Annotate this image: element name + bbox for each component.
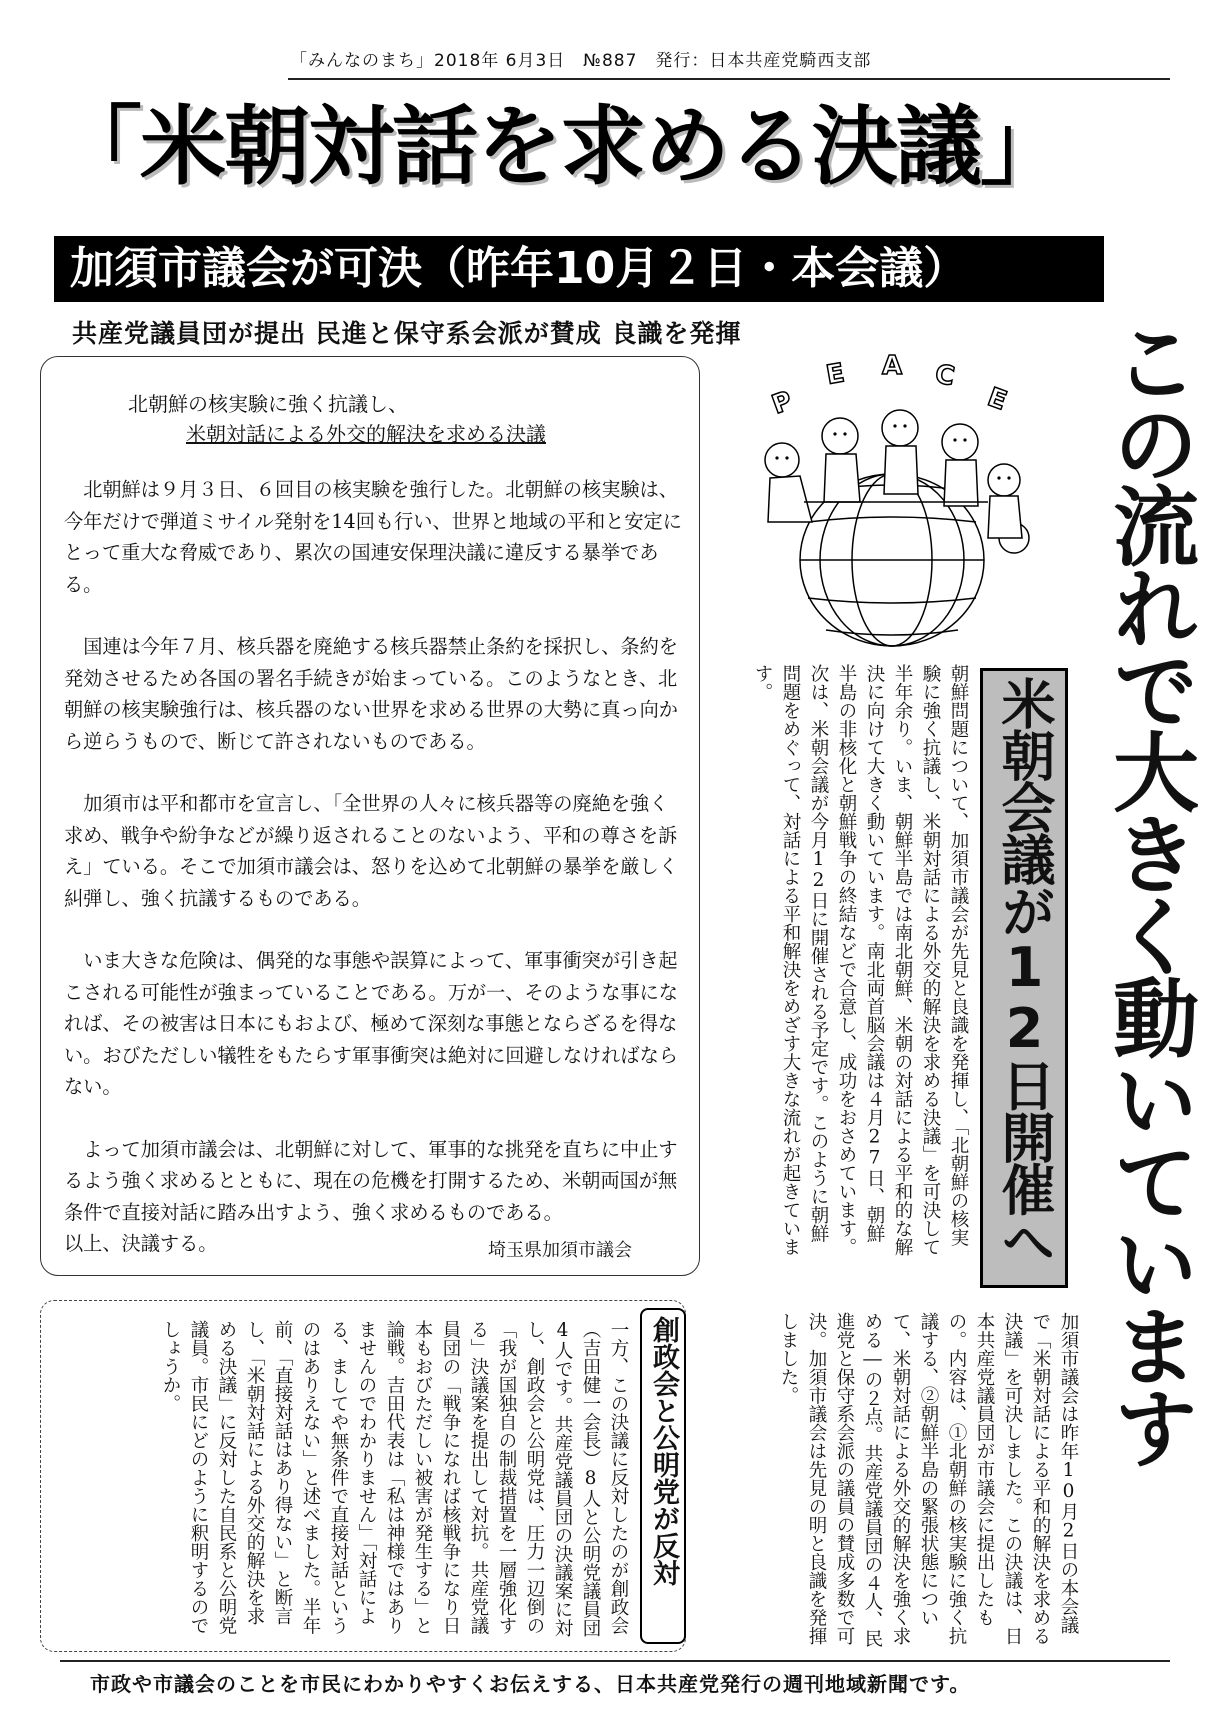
peace-letter: E [983,382,1011,417]
resolution-paragraph: よって加須市議会は、北朝鮮に対して、軍事的な挑発を直ちに中止するよう強く求めるとともに、現在の危機を打開するため、米朝両国が無条件で直接対話に踏み出すよう、強く求めるものである。 以上、決議する。 [64,1137,678,1255]
article-resolution-passed: 加須市議会は昨年10月2日の本会議で「米朝対話による平和的解決を求める決議」を可決しました。この決議は、日本共産党議員団が市議会に提出したもの。内容は、①北朝鮮の核実験に強く抗議する、②朝鮮半島の緊張状態について、米朝対話による外交的解決を強く求める―の２点。共産党議員団の４人、民進党と保守系会派の議員の賛成多数で可決。加須市議会は先見の明と良識を発揮しました。 [778,1312,1079,1648]
child-icon [765,443,799,477]
resolution-paragraph: 加須市は平和都市を宣言し、「全世界の人々に核兵器等の廃絶を強く求め、戦争や紛争などが繰り返されることのないよう、平和の尊さを訴え」ている。そこで加須市議会は、怒りを込めて北朝鮮の暴挙を厳しく糾弾し、強く抗議するものである。 [64,792,678,910]
vertical-headline: この流れで大きく動いています [1098,318,1198,1466]
opposition-article: 一方、この決議に反対したのが創政会（吉田健一会長）8人と公明党議員団4人です。共産党議員団の決議案に対し、創政会と公明党は、圧力一辺倒の「我が国独自の制裁措置を一層強化する」決議案を提出して対抗。共産党議員団の「戦争になれば核戦争になり日本もおびただしい被害が発生する」と論戦。吉田代表は「私は神様ではありませんのでわかりません」「対話による、ましてや無条件で直接対話というのはありえない」と述べました。半年前、「直接対話はあり得ない」と断言し、「米朝対話による外交的解決を求める決議」に反対した自民系と公明党議員。市民にどのように釈明するのでしょうか。 [160,1320,629,1637]
footer: 市政や市議会のことを市民にわかりやすくお伝えする、日本共産党発行の週刊地域新聞です。 [90,1672,971,1696]
peace-letter: C [932,359,957,393]
child-icon [822,418,858,454]
peace-letters [768,352,1010,421]
masthead-divider [288,78,1170,80]
peace-letter: A [882,352,903,381]
peace-letter: E [824,358,847,391]
peace-globe-illustration [742,352,1042,652]
footer-divider [60,1660,1170,1662]
tagline: 共産党議員団が提出 民進と保守系会派が賛成 良識を発揮 [72,319,742,348]
resolution-paragraph: 国連は今年７月、核兵器を廃絶する核兵器禁止条約を採択し、条約を発効させるため各国の署名手続きが始まっている。このようなとき、北朝鮮の核実験強行は、核兵器のない世界を求める世界の大勢に真っ向から逆らうもので、断じて許されないものである。 [64,635,678,753]
resolution-signature: 埼玉県加須市議会 [488,1240,632,1261]
child-icon [882,410,918,446]
masthead: 「みんなのまち」2018年 6月3日 №887 発行：日本共産党騎西支部 [290,51,872,71]
subheadline-bar: 加須市議会が可決（昨年10月２日・本会議） [54,236,1104,302]
resolution-paragraph: 北朝鮮は９月３日、６回目の核実験を強行した。北朝鮮の核実験は、今年だけで弾道ミサイル発射を14回も行い、世界と地域の平和と安定にとって重大な脅威であり、累次の国連安保理決議に違反する暴挙である。 [64,478,682,596]
resolution-body [64,474,686,1291]
meeting-headline: 米朝会議が12日開催へ [993,676,1056,1266]
headline: 「米朝対話を求める決議」 [56,97,1064,197]
resolution-title-line2: 米朝対話による外交的解決を求める決議 [186,422,546,446]
article-korea-dialogue: 朝鮮問題について、加須市議会が先見と良識を発揮し、「北朝鮮の核実験に強く抗議し、米朝対話による外交的解決を求める決議」を可決して半年余り。いま、朝鮮半島では南北朝鮮、米朝の対話による平和的な解決に向けて大きく動いています。南北両首脳会議は４月27日、朝鮮半島の非核化と朝鮮戦争の終結などで合意し、成功をおさめています。次は、米朝会議が今月12日に開催される予定です。このように朝鮮問題をめぐって、対話による平和解決をめざす大きな流れが起きています。 [752,664,969,1256]
resolution-paragraph: いま大きな危険は、偶発的な事態や誤算によって、軍事衝突が引き起こされる可能性が強まっていることである。万が一、そのような事になれば、その被害は日本にもおよび、極めて深刻な事態とならざるを得ない。おびただしい犠牲をもたらす軍事衝突は絶対に回避しなければならない。 [64,949,678,1098]
resolution-title-line1: 北朝鮮の核実験に強く抗議し、 [128,392,408,416]
opposition-badge-label: 創政会と公明党が反対 [648,1316,679,1586]
child-icon [942,424,978,460]
child-icon [988,464,1020,496]
peace-letter: P [768,385,797,421]
